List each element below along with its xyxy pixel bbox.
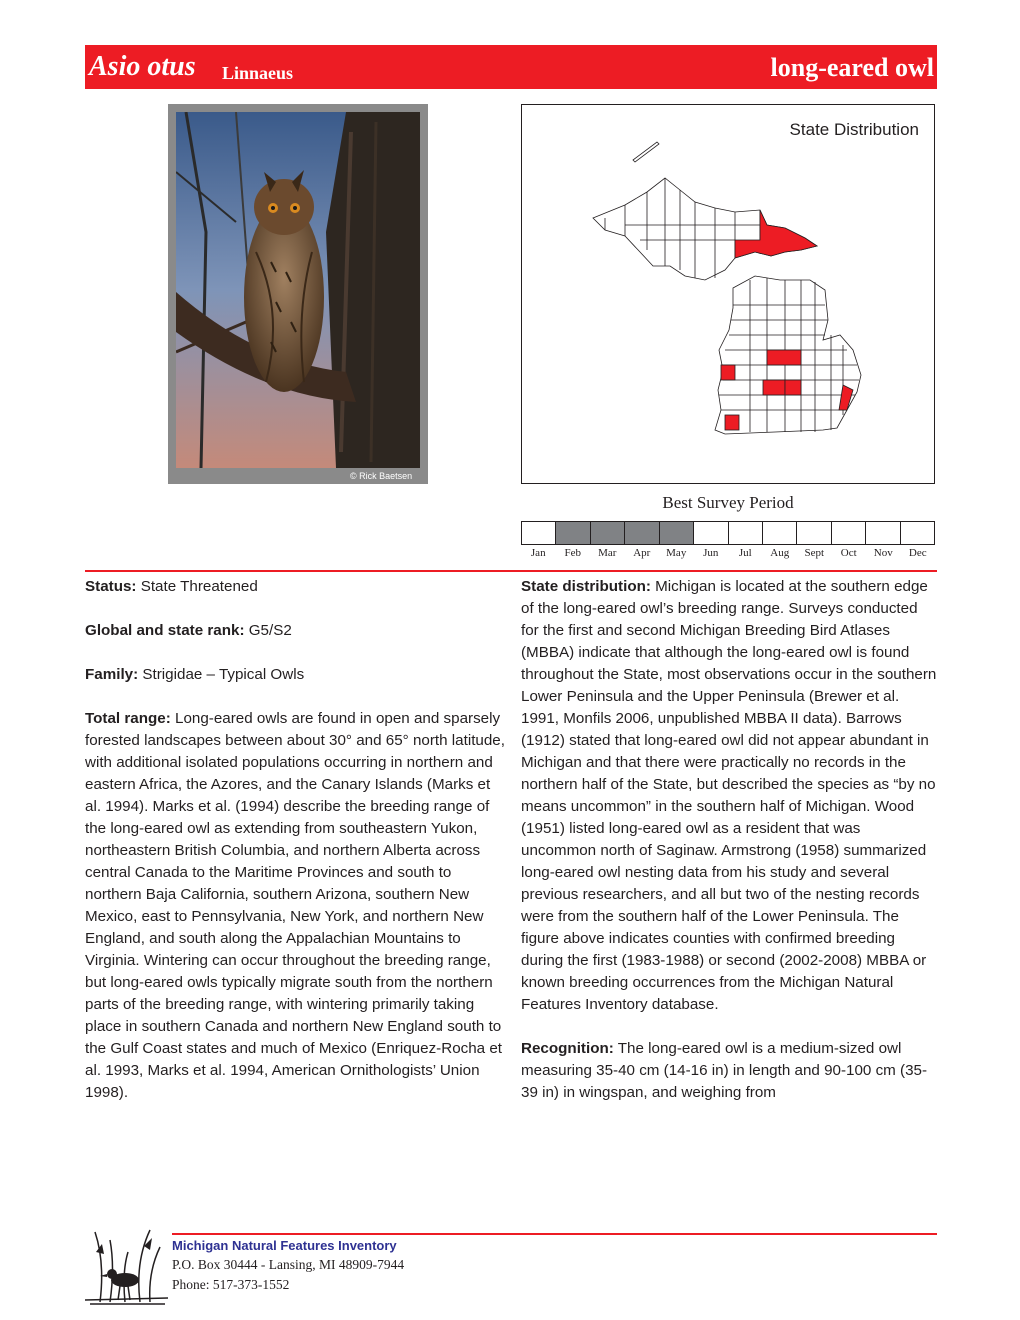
- family-value: Strigidae – Typical Owls: [138, 666, 305, 683]
- photo-credit: © Rick Baetsen: [350, 471, 413, 481]
- recognition-text: The long-eared owl is a medium-sized owl measuring 35-40 cm (14-16 in) in length and 90-100 cm (35-39 in) in wingspan, and weighing from: [521, 1040, 928, 1101]
- month-box-sept: [797, 522, 831, 544]
- month-label: May: [666, 547, 687, 559]
- common-name: long-eared owl: [770, 53, 934, 82]
- survey-month-boxes: [521, 521, 935, 545]
- month-label: Jul: [738, 547, 752, 559]
- month-label: Oct: [840, 547, 857, 559]
- status-value: State Threatened: [136, 578, 258, 595]
- distribution-paragraph: [521, 576, 937, 1016]
- recognition-paragraph: [521, 1038, 937, 1104]
- isle-royale: [633, 142, 659, 162]
- month-label: Apr: [633, 547, 651, 559]
- recognition-label: Recognition:: [521, 1040, 614, 1057]
- month-box-oct: [832, 522, 866, 544]
- month-label: Dec: [908, 547, 927, 559]
- month-box-jan: [522, 522, 556, 544]
- rank-paragraph: [85, 620, 505, 642]
- survey-month-labels: [521, 547, 935, 559]
- county-central-2: [763, 380, 785, 395]
- total-range-text: Long-eared owls are found in open and sparsely forested landscapes between about 30° and 65° north latitude, with additional isolated populations occurring in northern and eastern Africa, the Azores, and the Canary Islands (Marks et al. 1994). Marks et al. (1994) describe the breeding range of the long-eared owl as extending from southeastern Yukon, northeastern British Columbia, and northern Alberta across central Canada to the Maritime Provinces and south to northern Baja California, southern Arizona, southern New Mexico, east to Pennsylvania, New York, and northern New England, and south along the Appalachian Mountains to Virginia. Wintering can occur throughout the breeding range, but long-eared owls typically migrate south from the northern parts of the breeding range, with wintering primarily taking place in southern Canada and northern New England south to the Gulf Coast states and much of Mexico (Enriquez-Rocha et al. 1993, Marks et al. 1994, American Ornithologists’ Union 1998).: [85, 710, 505, 1101]
- county-west-1: [721, 365, 735, 380]
- month-box-may: [660, 522, 694, 544]
- distribution-label: State distribution:: [521, 578, 651, 595]
- month-label: Aug: [770, 547, 790, 559]
- total-range-paragraph: [85, 708, 505, 1104]
- mnfi-logo-icon: [80, 1222, 170, 1308]
- family-paragraph: [85, 664, 505, 686]
- owl-photo-illustration: [176, 112, 420, 468]
- michigan-county-map: [585, 130, 885, 460]
- month-label: Jan: [530, 547, 546, 559]
- month-box-nov: [866, 522, 900, 544]
- footer-divider: [172, 1233, 937, 1235]
- county-southwest: [725, 415, 739, 430]
- county-central-3: [785, 380, 801, 395]
- footer-organization: Michigan Natural Features Inventory: [172, 1238, 397, 1253]
- county-central-1: [767, 350, 801, 365]
- month-box-aug: [763, 522, 797, 544]
- section-divider: [85, 570, 937, 572]
- footer-address: P.O. Box 30444 - Lansing, MI 48909-7944: [172, 1257, 405, 1272]
- month-label: Sept: [804, 547, 825, 559]
- author-name: Linnaeus: [222, 63, 294, 83]
- month-box-apr: [625, 522, 659, 544]
- family-label: Family:: [85, 666, 139, 683]
- month-label: Nov: [873, 547, 893, 559]
- month-label: Feb: [564, 547, 581, 559]
- total-range-label: Total range:: [85, 710, 171, 727]
- rank-label: Global and state rank:: [85, 622, 245, 639]
- survey-period-title: Best Survey Period: [662, 493, 794, 512]
- month-box-mar: [591, 522, 625, 544]
- month-label: Jun: [703, 547, 719, 559]
- status-label: Status:: [85, 578, 137, 595]
- month-box-feb: [556, 522, 590, 544]
- status-paragraph: [85, 576, 505, 598]
- rank-value: G5/S2: [244, 622, 292, 639]
- map-title: State Distribution: [789, 120, 919, 139]
- scientific-name: Asio otus: [89, 51, 196, 82]
- month-box-jul: [729, 522, 763, 544]
- left-column: [85, 576, 505, 1126]
- right-column: [521, 576, 937, 1126]
- month-label: Mar: [598, 547, 617, 559]
- month-box-dec: [901, 522, 934, 544]
- distribution-text: Michigan is located at the southern edge of the long-eared owl’s breeding range. Surveys conducted for the first and second Michigan Breeding Bird Atlases (MBBA) indicate that although the long-eared owl is found throughout the State, most observations occur in the southern Lower Peninsula and the Upper Peninsula (Brewer et al. 1991, Monfils 2006, unpublished MBBA II data). Barrows (1912) stated that long-eared owl did not appear abundant in Michigan and that there were practically no records in the northern half of the State, but described the species as “by no means uncommon” in the southern half of Michigan. Wood (1951) listed long-eared owl as a resident that was uncommon north of Saginaw. Armstrong (1958) summarized long-eared owl nesting data from his study and several previous researchers, and all but two of the nesting records were from the southern half of the Lower Peninsula. The figure above indicates counties with confirmed breeding during the first (1983-1988) or second (2002-2008) MBBA or known breeding occurrences from the Michigan Natural Features Inventory database.: [521, 578, 937, 1013]
- footer-phone: Phone: 517-373-1552: [172, 1277, 290, 1292]
- month-box-jun: [694, 522, 728, 544]
- owl-photo: [176, 112, 420, 468]
